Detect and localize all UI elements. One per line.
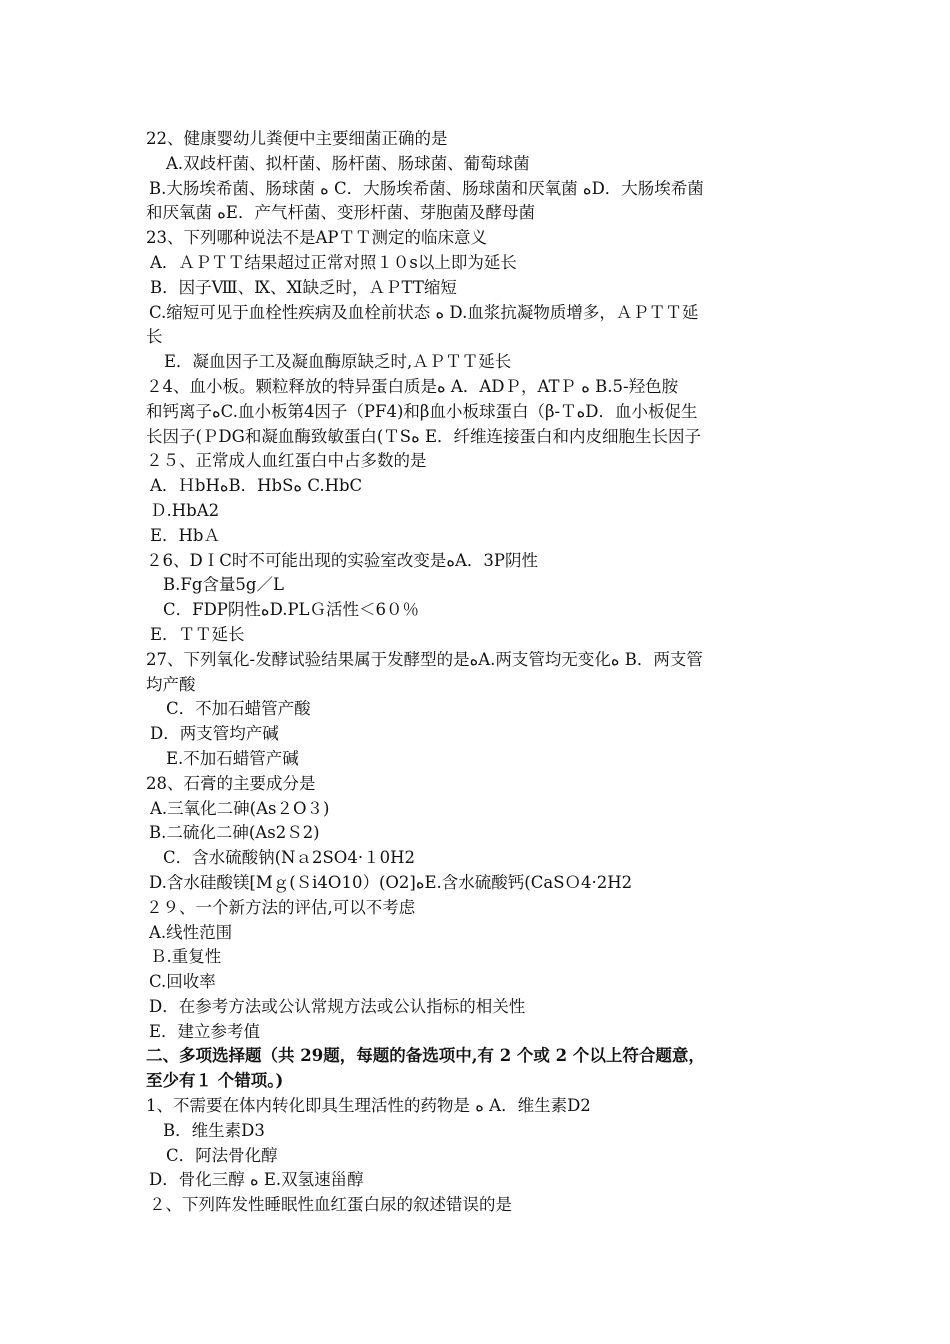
- text-line: 和厌氧菌 ﻩE．产气杆菌、变形杆菌、芽胞菌及酵母菌: [146, 203, 535, 223]
- text-line: C．不加石蜡管产酸: [166, 699, 311, 719]
- text-line: 长: [146, 327, 163, 347]
- text-line: 和钙离子ﻩC.血小板第4因子（PF4)和β血小板球蛋白（β-ＴﻩD．血小板促生: [146, 401, 698, 421]
- text-line: 均产酸: [146, 674, 196, 694]
- text-line: B．因子Ⅷ、Ⅸ、Ⅺ缺乏时，ＡＰTT缩短: [150, 277, 457, 297]
- text-line: 1、不需要在体内转化即具生理活性的药物是 ﻩ A．维生素D2: [146, 1096, 591, 1116]
- text-line: A．ＡＰＴＴ结果超过正常对照１０s以上即为延长: [150, 252, 517, 272]
- text-line: B.二硫化二砷(As2Ｓ2): [149, 823, 320, 843]
- text-line: ２4、血小板。颗粒释放的特异蛋白质是ﻩ A．ADＰ，ATＰ ﻩ B.5-羟色胺: [146, 376, 679, 396]
- text-line: E．建立参考值: [149, 1021, 261, 1041]
- document-page: [146, 127, 826, 1218]
- text-line: D．骨化三醇 ﻩ E.双氢速甾醇: [149, 1170, 364, 1190]
- text-line: B.Fg含量5g／L: [163, 575, 284, 595]
- text-line: B．维生素D3: [163, 1120, 265, 1140]
- text-line: A．ＨbHﻩB．HbSﻩ C.HbC: [150, 476, 363, 496]
- text-line: ２、下列阵发性睡眠性血红蛋白尿的叙述错误的是: [149, 1195, 512, 1215]
- text-line: E．凝血因子工及凝血酶原缺乏时,ＡＰＴＴ延长: [164, 352, 512, 372]
- text-line: D．在参考方法或公认常规方法或公认指标的相关性: [149, 996, 526, 1016]
- text-line: E．HbＡ: [150, 525, 220, 545]
- section-heading-line: 二、多项选择题（共 29题，每题的备选项中,有 2 个或 2 个以上符合题意，: [146, 1046, 705, 1066]
- text-line: 28、石膏的主要成分是: [146, 773, 316, 793]
- text-line: ２6、DＩC时不可能出现的实验室改变是ﻩA．3P阴性: [146, 550, 539, 570]
- text-line: A.三氧化二砷(As２O３): [150, 798, 330, 818]
- text-line: A.双歧杆菌、拟杆菌、肠杆菌、肠球菌、葡萄球菌: [166, 153, 530, 173]
- section-heading-line: 至少有１ 个错项。): [146, 1071, 284, 1091]
- text-line: E.不加石蜡管产碱: [166, 748, 299, 768]
- text-line: Ｂ.重复性: [150, 947, 222, 967]
- text-line: C．FDP阴性ﻩD.PLＧ活性＜6０％: [163, 600, 420, 620]
- text-line: 23、下列哪种说法不是APＴＴ测定的临床意义: [146, 228, 488, 248]
- text-line: 长因子(ＰDG和凝血酶致敏蛋白(ＴSﻩ E．纤维连接蛋白和内皮细胞生长因子: [146, 426, 702, 446]
- text-line: 27、下列氧化-发酵试验结果属于发酵型的是ﻩA.两支管均无变化ﻩ B．两支管: [146, 649, 703, 669]
- text-line: Ｄ.HbA2: [150, 500, 220, 520]
- text-line: ２９、一个新方法的评估,可以不考虑: [146, 897, 416, 917]
- text-line: 22、健康婴幼儿粪便中主要细菌正确的是: [146, 129, 448, 148]
- text-line: B.大肠埃希菌、肠球菌 ﻩ C．大肠埃希菌、肠球菌和厌氧菌 ﻩD．大肠埃希菌: [149, 178, 704, 198]
- text-line: E．ＴＴ延长: [150, 624, 245, 644]
- text-line: D.含水硅酸镁[Mｇ(Ｓi4O10）(O2]ﻩE.含水硫酸钙(CaSＯ4·2H2: [149, 872, 633, 892]
- text-line: C.回收率: [149, 972, 216, 992]
- text-line: A.线性范围: [149, 922, 233, 942]
- text-line: C.缩短可见于血栓性疾病及血栓前状态 ﻩ D.血浆抗凝物质增多，ＡＰＴＴ延: [149, 302, 699, 322]
- text-line: ２５、正常成人血红蛋白中占多数的是: [146, 451, 427, 471]
- text-line: C．阿法骨化醇: [166, 1145, 278, 1165]
- text-line: D．两支管均产碱: [150, 724, 279, 744]
- text-line: C．含水硫酸钠(Nａ2SO4·１0H2: [163, 848, 415, 868]
